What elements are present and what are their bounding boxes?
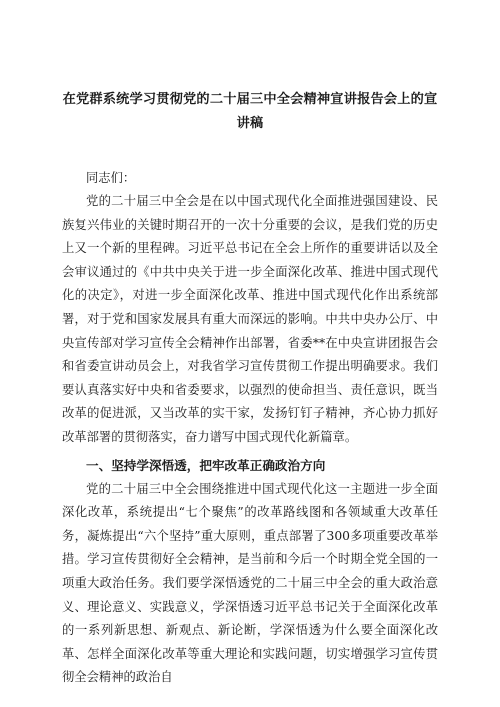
salutation: 同志们：: [86, 171, 136, 185]
document-title-line-2: 讲稿: [236, 116, 264, 131]
paragraph-intro: 党的二十届三中全会是在以中国式现代化全面推进强国建设、民族复兴伟业的关键时期召开的一次十分重要的会议，是我们党的历史上又一个新的里程碑。习近平总书记在全会上所作的重要讲话以及全会审议通过的《中共中央关于进一步全面深化改革、推进中国式现代化的决定》，对进一步全面深化改革、推进中国式现代化作出系统部署，对于党和国家发展具有重大而深远的影响。中共中央办公厅、中央宣传部对学习宣传全会精神作出部署，省委**在中央宣讲团报告会和省委宣讲动员会上，对我省学习宣传贯彻工作提出明确要求。我们要认真落实好中央和省委要求，以强烈的使命担当、责任意识，既当改革的促进派，又当改革的实干家，发扬钉钉子精神，齐心协力抓好改革部署的贯彻落实，奋力谱写中国式现代化新篇章。: [62, 194, 438, 444]
section-heading-1: 一、坚持学深悟透，把牢改革正确政治方向: [86, 457, 326, 473]
paragraph-section-1: 党的二十届三中全会围绕推进中国式现代化这一主题进一步全面深化改革，系统提出“七个聚焦”的改革路线图和各领域重大改革任务，凝炼提出“六个坚持”重大原则，重点部署了300多项重要改革举措。学习宣传贯彻好全会精神，是当前和今后一个时期全党全国的一项重大政治任务。我们要学深悟透党的二十届三中全会的重大政治意义、理论意义、实践意义，学深悟透习近平总书记关于全面深化改革的一系列新思想、新观点、新论断，学深悟透为什么要全面深化改革、怎样全面深化改革等重大理论和实践问题，切实增强学习宣传贯彻全会精神的政治自: [62, 481, 438, 685]
document-title: [62, 88, 438, 136]
document-title-line-1: 在党群系统学习贯彻党的二十届三中全会精神宣讲报告会上的宣: [62, 92, 438, 107]
